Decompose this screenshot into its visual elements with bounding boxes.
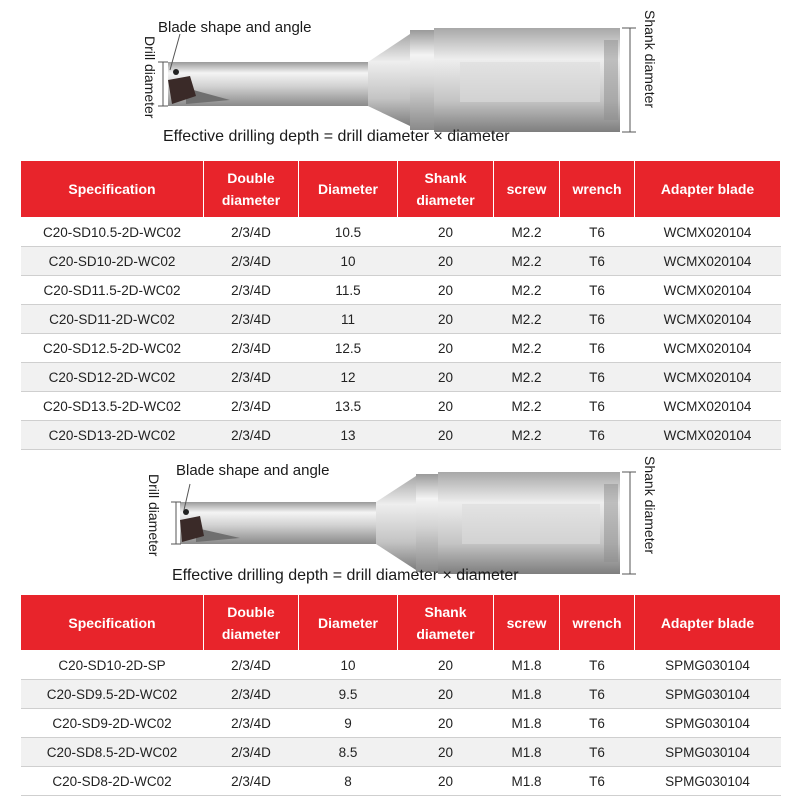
cell-diameter: 10 <box>299 651 398 680</box>
header-double-diameter: Double diameter <box>204 595 299 651</box>
cell-blade: WCMX020104 <box>635 305 781 334</box>
header-shank-diameter: Shank diameter <box>398 595 494 651</box>
header-screw: screw <box>494 161 560 218</box>
cone-transition <box>376 476 416 570</box>
table-row <box>21 421 781 450</box>
cell-screw: M1.8 <box>494 738 560 767</box>
cell-shank: 20 <box>398 738 494 767</box>
drilling-depth-label: Effective drilling depth = drill diameter × diameter <box>163 128 510 145</box>
table-row <box>21 305 781 334</box>
header-adapter-blade: Adapter blade <box>635 161 781 218</box>
cell-blade: WCMX020104 <box>635 276 781 305</box>
cell-screw: M2.2 <box>494 363 560 392</box>
drill-diameter-label: Drill diameter <box>142 36 158 119</box>
cell-blade: SPMG030104 <box>635 651 781 680</box>
cell-screw: M2.2 <box>494 334 560 363</box>
cell-spec: C20-SD13-2D-WC02 <box>21 421 204 450</box>
cell-double: 2/3/4D <box>204 247 299 276</box>
cell-double: 2/3/4D <box>204 218 299 247</box>
cell-spec: C20-SD13.5-2D-WC02 <box>21 392 204 421</box>
spec-table-1 <box>20 160 781 450</box>
cell-wrench: T6 <box>560 334 635 363</box>
header-double-diameter: Double diameter <box>204 161 299 218</box>
cell-wrench: T6 <box>560 738 635 767</box>
cell-blade: WCMX020104 <box>635 363 781 392</box>
header-diameter: Diameter <box>299 161 398 218</box>
collar <box>416 474 438 572</box>
cell-wrench: T6 <box>560 651 635 680</box>
cell-blade: WCMX020104 <box>635 392 781 421</box>
cell-wrench: T6 <box>560 363 635 392</box>
shank-chamfer <box>604 484 618 562</box>
blade-shape-label: Blade shape and angle <box>158 19 312 36</box>
header-wrench: wrench <box>560 161 635 218</box>
cell-diameter: 12.5 <box>299 334 398 363</box>
header-adapter-blade: Adapter blade <box>635 595 781 651</box>
header-wrench: wrench <box>560 595 635 651</box>
cell-shank: 20 <box>398 363 494 392</box>
header-shank-diameter: Shank diameter <box>398 161 494 218</box>
cell-diameter: 9.5 <box>299 680 398 709</box>
cell-spec: C20-SD12-2D-WC02 <box>21 363 204 392</box>
cell-shank: 20 <box>398 767 494 796</box>
cell-spec: C20-SD9.5-2D-WC02 <box>21 680 204 709</box>
table-row <box>21 218 781 247</box>
cell-diameter: 11.5 <box>299 276 398 305</box>
table-row <box>21 709 781 738</box>
cell-wrench: T6 <box>560 767 635 796</box>
cell-double: 2/3/4D <box>204 392 299 421</box>
cell-shank: 20 <box>398 305 494 334</box>
cell-blade: WCMX020104 <box>635 218 781 247</box>
table-row <box>21 767 781 796</box>
cone-transition <box>368 34 410 126</box>
cell-shank: 20 <box>398 680 494 709</box>
cell-screw: M2.2 <box>494 218 560 247</box>
cell-wrench: T6 <box>560 680 635 709</box>
cell-double: 2/3/4D <box>204 334 299 363</box>
screw-dot <box>173 69 179 75</box>
cell-diameter: 8.5 <box>299 738 398 767</box>
cell-spec: C20-SD11.5-2D-WC02 <box>21 276 204 305</box>
table-header-row <box>21 161 781 218</box>
table-row <box>21 276 781 305</box>
table-row <box>21 247 781 276</box>
product-section-2 <box>0 450 800 800</box>
cell-screw: M2.2 <box>494 392 560 421</box>
cell-blade: WCMX020104 <box>635 247 781 276</box>
cell-spec: C20-SD10.5-2D-WC02 <box>21 218 204 247</box>
cell-diameter: 9 <box>299 709 398 738</box>
cell-spec: C20-SD10-2D-SP <box>21 651 204 680</box>
cell-double: 2/3/4D <box>204 305 299 334</box>
header-specification: Specification <box>21 161 204 218</box>
cell-double: 2/3/4D <box>204 767 299 796</box>
shank-diameter-label: Shank diameter <box>642 456 658 555</box>
cell-screw: M2.2 <box>494 305 560 334</box>
cell-double: 2/3/4D <box>204 363 299 392</box>
cell-blade: SPMG030104 <box>635 738 781 767</box>
cell-wrench: T6 <box>560 421 635 450</box>
header-specification: Specification <box>21 595 204 651</box>
cell-screw: M1.8 <box>494 680 560 709</box>
table-row <box>21 651 781 680</box>
header-screw: screw <box>494 595 560 651</box>
cell-screw: M2.2 <box>494 247 560 276</box>
header-diameter: Diameter <box>299 595 398 651</box>
table-row <box>21 738 781 767</box>
cell-diameter: 12 <box>299 363 398 392</box>
cell-screw: M1.8 <box>494 709 560 738</box>
cell-shank: 20 <box>398 421 494 450</box>
cell-diameter: 10.5 <box>299 218 398 247</box>
cell-double: 2/3/4D <box>204 709 299 738</box>
cell-diameter: 13.5 <box>299 392 398 421</box>
table-row <box>21 680 781 709</box>
cell-screw: M1.8 <box>494 651 560 680</box>
cell-blade: SPMG030104 <box>635 680 781 709</box>
cell-wrench: T6 <box>560 305 635 334</box>
cell-wrench: T6 <box>560 218 635 247</box>
cell-double: 2/3/4D <box>204 738 299 767</box>
table-header-row <box>21 595 781 651</box>
shank-diameter-label: Shank diameter <box>642 10 658 109</box>
drilling-depth-label: Effective drilling depth = drill diameter × diameter <box>172 567 519 584</box>
table-row <box>21 363 781 392</box>
cell-screw: M2.2 <box>494 276 560 305</box>
cell-wrench: T6 <box>560 247 635 276</box>
cell-double: 2/3/4D <box>204 680 299 709</box>
collar <box>410 30 434 130</box>
cell-shank: 20 <box>398 709 494 738</box>
cell-blade: WCMX020104 <box>635 334 781 363</box>
cell-wrench: T6 <box>560 709 635 738</box>
cell-double: 2/3/4D <box>204 421 299 450</box>
shank-flat <box>462 504 600 544</box>
cell-screw: M2.2 <box>494 421 560 450</box>
cell-spec: C20-SD9-2D-WC02 <box>21 709 204 738</box>
cell-wrench: T6 <box>560 392 635 421</box>
cell-shank: 20 <box>398 334 494 363</box>
spec-table-2 <box>20 594 781 796</box>
table-row <box>21 334 781 363</box>
cell-shank: 20 <box>398 651 494 680</box>
cell-shank: 20 <box>398 218 494 247</box>
cell-shank: 20 <box>398 247 494 276</box>
cell-double: 2/3/4D <box>204 276 299 305</box>
cell-screw: M1.8 <box>494 767 560 796</box>
shank-chamfer <box>604 40 618 120</box>
cell-blade: SPMG030104 <box>635 709 781 738</box>
cell-double: 2/3/4D <box>204 651 299 680</box>
table-row <box>21 392 781 421</box>
cell-spec: C20-SD8-2D-WC02 <box>21 767 204 796</box>
cell-blade: SPMG030104 <box>635 767 781 796</box>
cell-spec: C20-SD10-2D-WC02 <box>21 247 204 276</box>
cell-spec: C20-SD12.5-2D-WC02 <box>21 334 204 363</box>
cell-diameter: 11 <box>299 305 398 334</box>
shank-flat <box>460 62 600 102</box>
cell-wrench: T6 <box>560 276 635 305</box>
cell-diameter: 8 <box>299 767 398 796</box>
cell-diameter: 10 <box>299 247 398 276</box>
blade-shape-label: Blade shape and angle <box>176 462 330 479</box>
cell-blade: WCMX020104 <box>635 421 781 450</box>
drill-diameter-label: Drill diameter <box>146 474 162 557</box>
cell-shank: 20 <box>398 276 494 305</box>
cell-diameter: 13 <box>299 421 398 450</box>
cell-spec: C20-SD11-2D-WC02 <box>21 305 204 334</box>
cell-spec: C20-SD8.5-2D-WC02 <box>21 738 204 767</box>
cell-shank: 20 <box>398 392 494 421</box>
